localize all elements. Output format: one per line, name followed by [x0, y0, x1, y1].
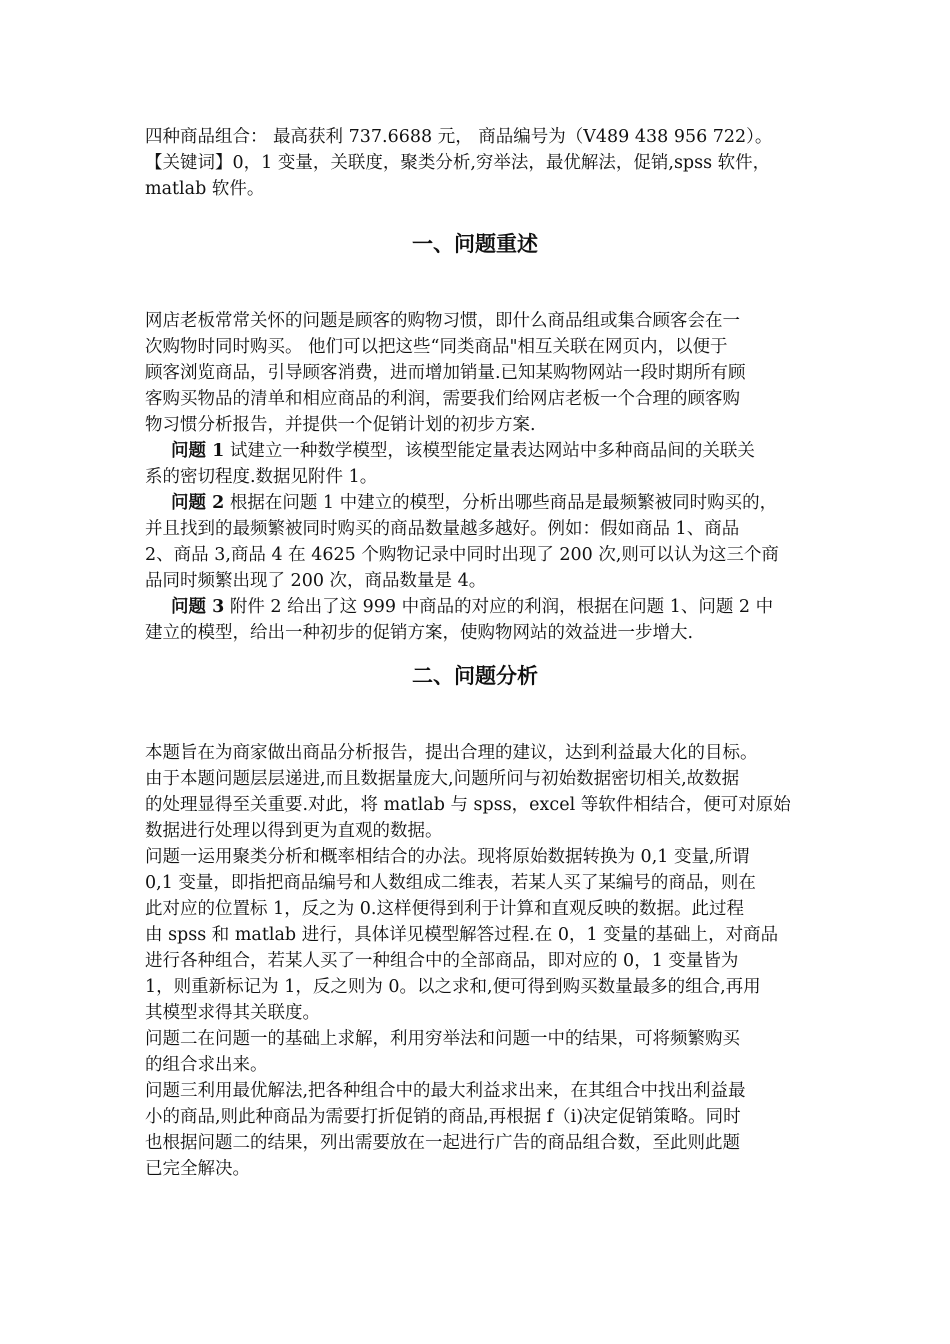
intro-line: 网店老板常常关怀的问题是顾客的购物习惯，即什么商品组或集合顾客会在一: [145, 311, 740, 331]
analysis-line: 问题一运用聚类分析和概率相结合的办法。现将原始数据转换为 0,1 变量,所谓: [145, 847, 750, 867]
analysis-line: 问题三利用最优解法,把各种组合中的最大利益求出来，在其组合中找出利益最: [145, 1081, 746, 1101]
section-1-body: [145, 308, 815, 646]
analysis-line: 由于本题问题层层递进,而且数据量庞大,问题所问与初始数据密切相关,故数据: [145, 769, 740, 789]
question-2-line-3: 2、商品 3,商品 4 在 4625 个购物记录中同时出现了 200 次,则可以认为这三个商: [145, 545, 779, 565]
question-2-line-4: 品同时频繁出现了 200 次，商品数量是 4。: [145, 571, 487, 591]
analysis-line: 小的商品,则此种商品为需要打折促销的商品,再根据 f（i)决定促销策略。同时: [145, 1107, 741, 1127]
question-3-line-1: [145, 594, 815, 620]
analysis-line: 0,1 变量，即指把商品编号和人数组成二维表，若某人买了某编号的商品，则在: [145, 873, 756, 893]
question-1-line-1: [145, 438, 815, 464]
intro-line: 顾客浏览商品，引导顾客消费，进而增加销量.已知某购物网站一段时期所有顾: [145, 363, 746, 383]
question-3-line-2: 建立的模型，给出一种初步的促销方案，使购物网站的效益进一步增大.: [145, 623, 694, 643]
analysis-line: 进行各种组合，若某人买了一种组合中的全部商品，即对应的 0，1 变量皆为: [145, 951, 739, 971]
intro-line: 客购买物品的清单和相应商品的利润，需要我们给网店老板一个合理的顾客购: [145, 389, 740, 409]
question-2-line-2: 并且找到的最频繁被同时购买的商品数量越多越好。例如：假如商品 1、商品: [145, 519, 740, 539]
intro-line: 物习惯分析报告，并提供一个促销计划的初步方案.: [145, 415, 536, 435]
question-1-text: 试建立一种数学模型，该模型能定量表达网站中多种商品间的关联关: [224, 441, 755, 461]
question-1-line-2: 系的密切程度.数据见附件 1。: [145, 467, 378, 487]
section-2-body: [145, 740, 815, 1182]
analysis-line: 由 spss 和 matlab 进行，具体详见模型解答过程.在 0，1 变量的基础上，对商品: [145, 925, 779, 945]
analysis-line: 已完全解决。: [145, 1159, 250, 1179]
question-3-label: 问题 3: [171, 597, 225, 617]
intro-line: 次购物时同时购买。 他们可以把这些“同类商品"相互关联在网页内，以便于: [145, 337, 728, 357]
section-2-title: 二、问题分析: [412, 664, 538, 688]
question-2-label: 问题 2: [171, 493, 225, 513]
analysis-line: 的处理显得至关重要.对此，将 matlab 与 spss，excel 等软件相结合，便可对原始: [145, 795, 791, 815]
result-line: 四种商品组合： 最高获利 737.6688 元， 商品编号为（V489 438 956 722）。: [145, 127, 773, 147]
section-1-title: 一、问题重述: [412, 232, 538, 256]
analysis-line: 数据进行处理以得到更为直观的数据。: [145, 821, 443, 841]
analysis-line: 此对应的位置标 1，反之为 0.这样便得到利于计算和直观反映的数据。此过程: [145, 899, 744, 919]
summary-tail: [145, 124, 815, 202]
keywords-line-2: matlab 软件。: [145, 179, 265, 199]
question-1-label: 问题 1: [171, 441, 225, 461]
question-2-line-1: [145, 490, 815, 516]
analysis-line: 也根据问题二的结果，列出需要放在一起进行广告的商品组合数，至此则此题: [145, 1133, 740, 1153]
analysis-line: 问题二在问题一的基础上求解，利用穷举法和问题一中的结果，可将频繁购买: [145, 1029, 740, 1049]
keywords-line-1: 【关键词】0，1 变量，关联度，聚类分析,穷举法，最优解法，促销,spss 软件，: [145, 153, 771, 173]
analysis-line: 的组合求出来。: [145, 1055, 268, 1075]
question-3-text: 附件 2 给出了这 999 中商品的对应的利润，根据在问题 1、问题 2 中: [224, 597, 774, 617]
question-2-text: 根据在问题 1 中建立的模型，分析出哪些商品是最频繁被同时购买的，: [224, 493, 778, 513]
analysis-line: 本题旨在为商家做出商品分析报告，提出合理的建议，达到利益最大化的目标。: [145, 743, 758, 763]
analysis-line: 其模型求得其关联度。: [145, 1003, 320, 1023]
analysis-line: 1，则重新标记为 1，反之则为 0。以之求和,便可得到购买数量最多的组合,再用: [145, 977, 761, 997]
